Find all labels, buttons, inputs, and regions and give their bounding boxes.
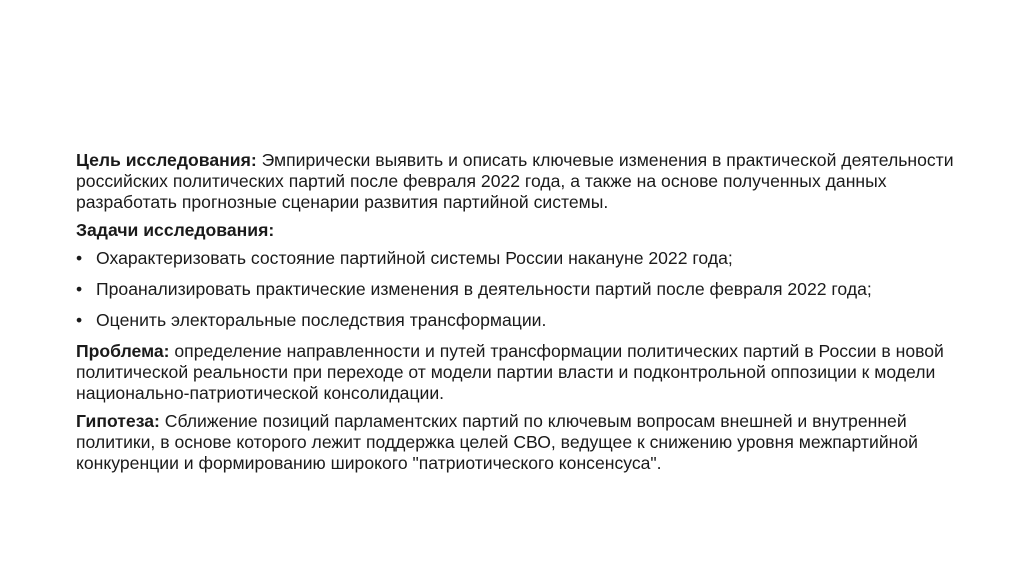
research-goal-paragraph	[76, 150, 956, 213]
research-goal-text: Эмпирически выявить и описать ключевые изменения в практической деятельности российских политических партий после февраля 2022 года, а также на основе полученных данных разработать прогнозные сценарии развития партийной системы.	[76, 150, 954, 212]
list-item	[76, 279, 956, 300]
bullet-icon: •	[76, 279, 83, 299]
research-problem-paragraph	[76, 341, 956, 404]
task-text: Охарактеризовать состояние партийной системы России накануне 2022 года;	[96, 248, 733, 268]
research-hypothesis-paragraph	[76, 411, 956, 474]
research-hypothesis-text: Сближение позиций парламентских партий по ключевым вопросам внешней и внутренней политики, в основе которого лежит поддержка целей СВО, ведущее к снижению уровня межпартийной конкуренции и формированию широкого "патриотического консенсуса".	[76, 411, 918, 473]
research-hypothesis-label: Гипотеза:	[76, 411, 160, 431]
slide-content	[76, 150, 956, 481]
bullet-icon: •	[76, 248, 83, 268]
research-problem-label: Проблема:	[76, 341, 170, 361]
bullet-icon: •	[76, 310, 83, 330]
list-item	[76, 310, 956, 331]
research-tasks-list	[76, 248, 956, 331]
research-goal-label: Цель исследования:	[76, 150, 257, 170]
task-text: Проанализировать практические изменения в деятельности партий после февраля 2022 года;	[96, 279, 872, 299]
task-text: Оценить электоральные последствия трансформации.	[96, 310, 547, 330]
list-item	[76, 248, 956, 269]
research-problem-text: определение направленности и путей трансформации политических партий в России в новой политической реальности при переходе от модели партии власти и подконтрольной оппозиции к модели национально-патриотической консолидации.	[76, 341, 944, 403]
research-tasks-heading: Задачи исследования:	[76, 220, 275, 240]
